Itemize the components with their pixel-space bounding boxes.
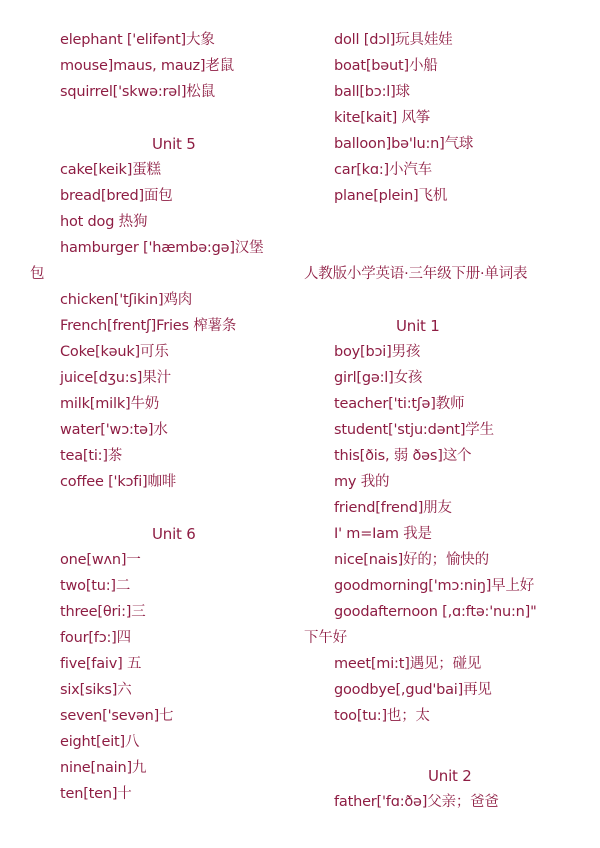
word-entry: cake[keik]蛋糕: [60, 162, 161, 178]
word-entry: five[faiv] 五: [60, 656, 142, 672]
word-entry: father['fɑ:ðə]父亲；爸爸: [334, 794, 499, 810]
word-entry: too[tu:]也；太: [334, 708, 430, 724]
word-entry-wrap: 包: [30, 266, 45, 282]
word-entry: French[frentʃ]Fries 榨薯条: [60, 318, 237, 334]
document-title: 人教版小学英语·三年级下册·单词表: [304, 266, 528, 282]
word-entry: meet[mi:t]遇见；碰见: [334, 656, 482, 672]
word-entry: tea[ti:]茶: [60, 448, 123, 464]
unit-1-heading: Unit 1: [396, 317, 440, 335]
word-entry: six[siks]六: [60, 682, 132, 698]
word-entry: juice[dʒu:s]果汁: [60, 370, 171, 386]
word-entry: boat[bəut]小船: [334, 58, 438, 74]
word-entry: nine[nain]九: [60, 760, 147, 776]
word-entry: ten[ten]十: [60, 786, 132, 802]
word-entry: I' m=Iam 我是: [334, 526, 432, 542]
word-entry: balloon]bə'lu:n]气球: [334, 136, 474, 152]
word-entry: three[θri:]三: [60, 604, 146, 620]
word-entry: squirrel['skwə:rəl]松鼠: [60, 84, 215, 100]
word-entry: hot dog 热狗: [60, 214, 148, 230]
word-entry: four[fɔ:]四: [60, 630, 131, 646]
word-entry: goodbye[,gud'bai]再见: [334, 682, 492, 698]
word-entry: my 我的: [334, 474, 390, 490]
word-entry: coffee ['kɔfi]咖啡: [60, 474, 177, 490]
word-entry: girl[gə:l]女孩: [334, 370, 423, 386]
unit-2-heading: Unit 2: [428, 767, 472, 785]
word-entry: friend[frend]朋友: [334, 500, 452, 516]
word-entry: chicken['tʃikin]鸡肉: [60, 292, 193, 308]
word-entry-wrap: 下午好: [304, 630, 347, 646]
word-entry: hamburger ['hæmbə:gə]汉堡: [60, 240, 264, 256]
word-entry: bread[bred]面包: [60, 188, 173, 204]
word-entry: water['wɔ:tə]水: [60, 422, 168, 438]
word-entry: goodmorning['mɔ:niŋ]早上好: [334, 578, 535, 594]
word-entry: milk[milk]牛奶: [60, 396, 160, 412]
word-entry: teacher['ti:tʃə]教师: [334, 396, 465, 412]
word-entry: seven['sevən]七: [60, 708, 174, 724]
word-entry: doll [dɔl]玩具娃娃: [334, 32, 453, 48]
word-entry: elephant ['elifənt]大象: [60, 32, 215, 48]
unit-5-heading: Unit 5: [152, 135, 196, 153]
word-entry: this[ðis, 弱 ðəs]这个: [334, 448, 472, 464]
word-entry: eight[eit]八: [60, 734, 140, 750]
word-entry: goodafternoon [,ɑ:ftə:'nu:n]": [334, 604, 537, 620]
word-entry: boy[bɔi]男孩: [334, 344, 421, 360]
word-entry: ball[bɔ:l]球: [334, 84, 410, 100]
word-entry: nice[nais]好的；愉快的: [334, 552, 489, 568]
word-entry: Coke[kəuk]可乐: [60, 344, 169, 360]
unit-6-heading: Unit 6: [152, 525, 196, 543]
word-entry: student['stju:dənt]学生: [334, 422, 494, 438]
word-entry: one[wʌn]一: [60, 552, 141, 568]
word-entry: two[tu:]二: [60, 578, 131, 594]
word-entry: kite[kait] 风筝: [334, 110, 431, 126]
word-entry: plane[plein]飞机: [334, 188, 448, 204]
word-entry: car[kɑ:]小汽车: [334, 162, 432, 178]
word-entry: mouse]maus, mauz]老鼠: [60, 58, 234, 74]
